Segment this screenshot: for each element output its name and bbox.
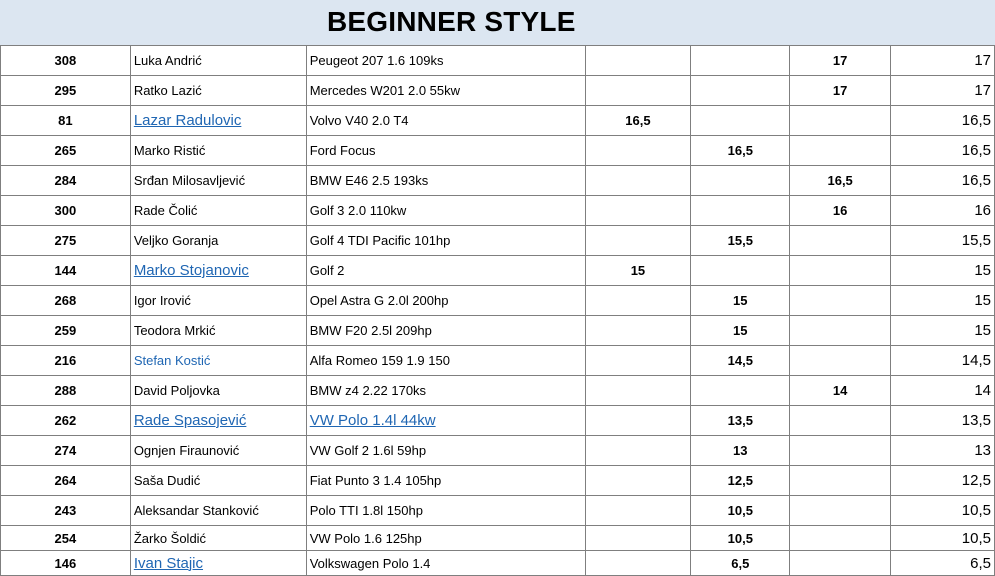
driver-name-cell[interactable] [130, 196, 306, 226]
score-2-cell[interactable] [691, 136, 790, 166]
start-number-cell[interactable] [1, 316, 131, 346]
total-cell[interactable] [891, 106, 995, 136]
table-row [1, 166, 995, 196]
score-2-cell[interactable] [691, 526, 790, 551]
score-3-cell[interactable] [790, 346, 891, 376]
score-3-text: 16,5 [827, 173, 853, 188]
total-cell[interactable] [891, 46, 995, 76]
driver-name-cell[interactable] [130, 256, 306, 286]
start-number-cell[interactable] [1, 196, 131, 226]
start-number-cell[interactable] [1, 406, 131, 436]
start-number-text: 262 [54, 413, 77, 428]
total-cell[interactable] [891, 346, 995, 376]
car-text: BMW z4 2.22 170ks [309, 383, 427, 398]
score-2-cell[interactable] [691, 316, 790, 346]
score-1-cell[interactable] [585, 106, 691, 136]
score-2-text: 10,5 [727, 503, 753, 518]
total-cell[interactable] [891, 526, 995, 551]
score-2-text: 16,5 [727, 143, 753, 158]
table-row [1, 526, 995, 551]
score-3-cell[interactable] [790, 46, 891, 76]
car-cell[interactable] [306, 226, 585, 256]
score-2-text: 15 [733, 293, 748, 308]
score-1-cell[interactable] [585, 46, 691, 76]
car-text: VW Golf 2 1.6l 59hp [309, 443, 427, 458]
start-number-cell[interactable] [1, 526, 131, 551]
score-2-cell[interactable] [691, 551, 790, 576]
table-row [1, 76, 995, 106]
table-row [1, 496, 995, 526]
table-row [1, 196, 995, 226]
score-2-cell[interactable] [691, 496, 790, 526]
start-number-text: 300 [54, 203, 77, 218]
total-text: 15 [974, 322, 991, 339]
start-number-cell[interactable] [1, 106, 131, 136]
car-cell[interactable] [306, 256, 585, 286]
car-cell[interactable] [306, 76, 585, 106]
total-cell[interactable] [891, 436, 995, 466]
driver-name-text: Ognjen Firaunović [133, 443, 240, 458]
start-number-cell[interactable] [1, 376, 131, 406]
total-cell[interactable] [891, 256, 995, 286]
car-cell[interactable] [306, 316, 585, 346]
total-cell[interactable] [891, 196, 995, 226]
total-text: 15 [974, 262, 991, 279]
driver-name-cell[interactable] [130, 406, 306, 436]
total-text: 16,5 [961, 112, 991, 129]
total-text: 14,5 [961, 352, 991, 369]
car-text: Golf 4 TDI Pacific 101hp [309, 233, 451, 248]
score-3-cell[interactable] [790, 551, 891, 576]
table-row [1, 256, 995, 286]
table-row [1, 406, 995, 436]
score-2-cell[interactable] [691, 376, 790, 406]
driver-name-cell[interactable] [130, 346, 306, 376]
total-text: 6,5 [970, 554, 991, 572]
score-1-cell[interactable] [585, 436, 691, 466]
car-text: Opel Astra G 2.0l 200hp [309, 293, 449, 308]
results-body [1, 46, 995, 576]
total-text: 10,5 [961, 529, 991, 547]
driver-name-cell[interactable] [130, 316, 306, 346]
score-3-cell[interactable] [790, 166, 891, 196]
car-cell[interactable] [306, 436, 585, 466]
driver-name-cell[interactable] [130, 106, 306, 136]
start-number-text: 295 [54, 83, 77, 98]
driver-name-text: Žarko Šoldić [133, 530, 207, 546]
table-row [1, 226, 995, 256]
score-3-cell[interactable] [790, 316, 891, 346]
start-number-cell[interactable] [1, 166, 131, 196]
score-2-cell[interactable] [691, 46, 790, 76]
total-cell[interactable] [891, 136, 995, 166]
score-1-text: 16,5 [625, 113, 651, 128]
driver-name-cell[interactable] [130, 551, 306, 576]
score-2-text: 14,5 [727, 353, 753, 368]
driver-name-text: Aleksandar Stanković [133, 503, 259, 518]
total-text: 10,5 [961, 502, 991, 519]
total-text: 16 [974, 202, 991, 219]
total-cell[interactable] [891, 376, 995, 406]
driver-name-text: Veljko Goranja [133, 233, 219, 248]
start-number-cell[interactable] [1, 466, 131, 496]
start-number-cell[interactable] [1, 496, 131, 526]
driver-name-text: Marko Ristić [133, 143, 206, 158]
score-1-cell[interactable] [585, 226, 691, 256]
start-number-cell[interactable] [1, 76, 131, 106]
car-text: BMW F20 2.5l 209hp [309, 323, 432, 338]
total-cell[interactable] [891, 316, 995, 346]
results-table [0, 45, 995, 576]
score-1-text: 15 [630, 263, 646, 278]
driver-name-cell[interactable] [130, 46, 306, 76]
start-number-cell[interactable] [1, 136, 131, 166]
score-3-cell[interactable] [790, 436, 891, 466]
driver-name-cell[interactable] [130, 136, 306, 166]
table-row [1, 286, 995, 316]
total-text: 15,5 [961, 232, 991, 249]
score-1-cell[interactable] [585, 551, 691, 576]
car-cell[interactable] [306, 406, 585, 436]
car-cell[interactable] [306, 46, 585, 76]
car-cell[interactable] [306, 376, 585, 406]
score-1-cell[interactable] [585, 196, 691, 226]
start-number-text: 144 [54, 263, 77, 278]
car-text: Golf 2 [309, 263, 345, 278]
score-3-cell[interactable] [790, 256, 891, 286]
driver-name-text: Teodora Mrkić [133, 323, 216, 338]
driver-name-text: David Poljovka [133, 383, 220, 398]
start-number-text: 259 [54, 323, 77, 338]
score-2-cell[interactable] [691, 196, 790, 226]
start-number-text: 243 [54, 503, 77, 518]
score-2-text: 6,5 [731, 555, 750, 571]
score-3-text: 16 [832, 203, 848, 218]
table-row [1, 551, 995, 576]
driver-name-text[interactable]: Marko Stojanovic [133, 262, 249, 279]
start-number-cell[interactable] [1, 551, 131, 576]
score-2-cell[interactable] [691, 106, 790, 136]
title-band [0, 0, 995, 46]
score-3-cell[interactable] [790, 136, 891, 166]
driver-name-cell[interactable] [130, 166, 306, 196]
total-text: 13 [974, 442, 991, 459]
car-text: Polo TTI 1.8l 150hp [309, 503, 423, 518]
total-text: 12,5 [961, 472, 991, 489]
total-text: 16,5 [961, 142, 991, 159]
start-number-text: 216 [54, 353, 77, 368]
score-2-text: 10,5 [727, 530, 753, 546]
start-number-cell[interactable] [1, 286, 131, 316]
car-text: Golf 3 2.0 110kw [309, 203, 407, 218]
score-1-cell[interactable] [585, 136, 691, 166]
driver-name-cell[interactable] [130, 76, 306, 106]
car-cell[interactable] [306, 166, 585, 196]
car-cell[interactable] [306, 466, 585, 496]
score-2-cell[interactable] [691, 406, 790, 436]
score-3-text: 17 [832, 53, 848, 68]
driver-name-text: Stefan Kostić [133, 353, 211, 368]
total-text: 17 [974, 52, 991, 69]
start-number-cell[interactable] [1, 256, 131, 286]
score-2-text: 12,5 [727, 473, 753, 488]
car-cell[interactable] [306, 526, 585, 551]
driver-name-cell[interactable] [130, 226, 306, 256]
score-2-cell[interactable] [691, 76, 790, 106]
start-number-text: 264 [54, 473, 77, 488]
table-row [1, 376, 995, 406]
car-text: Alfa Romeo 159 1.9 150 [309, 353, 450, 368]
score-3-cell[interactable] [790, 286, 891, 316]
score-1-cell[interactable] [585, 526, 691, 551]
car-cell[interactable] [306, 286, 585, 316]
table-row [1, 106, 995, 136]
driver-name-cell[interactable] [130, 526, 306, 551]
score-3-cell[interactable] [790, 106, 891, 136]
start-number-text: 275 [54, 233, 77, 248]
total-text: 13,5 [961, 412, 991, 429]
score-3-cell[interactable] [790, 76, 891, 106]
driver-name-text: Srđan Milosavljević [133, 173, 246, 188]
driver-name-text[interactable]: Lazar Radulovic [133, 112, 242, 129]
score-3-text: 17 [832, 83, 848, 98]
score-2-cell[interactable] [691, 166, 790, 196]
driver-name-text[interactable]: Ivan Stajic [133, 554, 204, 572]
score-1-cell[interactable] [585, 496, 691, 526]
car-text: Fiat Punto 3 1.4 105hp [309, 473, 442, 488]
total-cell[interactable] [891, 76, 995, 106]
score-2-cell[interactable] [691, 286, 790, 316]
car-cell[interactable] [306, 106, 585, 136]
score-1-cell[interactable] [585, 376, 691, 406]
car-text: Ford Focus [309, 143, 376, 158]
driver-name-cell[interactable] [130, 496, 306, 526]
driver-name-cell[interactable] [130, 436, 306, 466]
score-3-cell[interactable] [790, 376, 891, 406]
score-1-cell[interactable] [585, 166, 691, 196]
score-3-cell[interactable] [790, 226, 891, 256]
start-number-text: 284 [54, 173, 77, 188]
score-1-cell[interactable] [585, 286, 691, 316]
start-number-text: 268 [54, 293, 77, 308]
driver-name-cell[interactable] [130, 376, 306, 406]
score-3-cell[interactable] [790, 496, 891, 526]
score-1-cell[interactable] [585, 346, 691, 376]
total-text: 17 [974, 82, 991, 99]
table-row [1, 436, 995, 466]
score-2-text: 13,5 [727, 413, 753, 428]
total-cell[interactable] [891, 551, 995, 576]
score-1-cell[interactable] [585, 256, 691, 286]
score-3-cell[interactable] [790, 466, 891, 496]
table-row [1, 136, 995, 166]
start-number-text: 81 [58, 113, 73, 128]
total-cell[interactable] [891, 286, 995, 316]
total-cell[interactable] [891, 226, 995, 256]
page-title: BEGINNER STYLE [327, 6, 576, 37]
start-number-cell[interactable] [1, 46, 131, 76]
score-2-cell[interactable] [691, 226, 790, 256]
total-cell[interactable] [891, 466, 995, 496]
start-number-text: 146 [54, 555, 77, 571]
driver-name-text: Rade Čolić [133, 203, 198, 218]
score-1-cell[interactable] [585, 76, 691, 106]
score-2-cell[interactable] [691, 466, 790, 496]
start-number-text: 274 [54, 443, 77, 458]
car-text: Volvo V40 2.0 T4 [309, 113, 409, 128]
driver-name-cell[interactable] [130, 286, 306, 316]
car-text: VW Polo 1.6 125hp [309, 530, 422, 546]
start-number-text: 265 [54, 143, 77, 158]
score-2-text: 15,5 [727, 233, 753, 248]
score-2-cell[interactable] [691, 346, 790, 376]
table-row [1, 346, 995, 376]
start-number-text: 288 [54, 383, 77, 398]
car-text: BMW E46 2.5 193ks [309, 173, 429, 188]
score-2-text: 13 [733, 443, 748, 458]
score-3-text: 14 [832, 383, 848, 398]
score-2-cell[interactable] [691, 256, 790, 286]
start-number-cell[interactable] [1, 346, 131, 376]
score-1-cell[interactable] [585, 406, 691, 436]
score-1-cell[interactable] [585, 316, 691, 346]
total-text: 14 [974, 382, 991, 399]
score-3-cell[interactable] [790, 406, 891, 436]
score-3-cell[interactable] [790, 196, 891, 226]
score-3-cell[interactable] [790, 526, 891, 551]
start-number-text: 308 [54, 53, 77, 68]
start-number-cell[interactable] [1, 436, 131, 466]
total-text: 15 [974, 292, 991, 309]
car-text[interactable]: VW Polo 1.4l 44kw [309, 412, 436, 429]
car-text: Mercedes W201 2.0 55kw [309, 83, 461, 98]
car-text: Volkswagen Polo 1.4 [309, 555, 431, 571]
table-row [1, 466, 995, 496]
start-number-cell[interactable] [1, 226, 131, 256]
car-text: Peugeot 207 1.6 109ks [309, 53, 444, 68]
score-2-text: 15 [733, 323, 748, 338]
car-cell[interactable] [306, 136, 585, 166]
score-1-cell[interactable] [585, 466, 691, 496]
car-cell[interactable] [306, 196, 585, 226]
driver-name-text: Saša Dudić [133, 473, 201, 488]
driver-name-text: Igor Irović [133, 293, 191, 308]
car-cell[interactable] [306, 496, 585, 526]
driver-name-text[interactable]: Rade Spasojević [133, 412, 247, 429]
table-row [1, 46, 995, 76]
total-cell[interactable] [891, 166, 995, 196]
total-cell[interactable] [891, 496, 995, 526]
car-cell[interactable] [306, 346, 585, 376]
total-cell[interactable] [891, 406, 995, 436]
start-number-text: 254 [54, 530, 77, 546]
total-text: 16,5 [961, 172, 991, 189]
car-cell[interactable] [306, 551, 585, 576]
driver-name-cell[interactable] [130, 466, 306, 496]
driver-name-text: Ratko Lazić [133, 83, 202, 98]
score-2-cell[interactable] [691, 436, 790, 466]
table-row [1, 316, 995, 346]
driver-name-text: Luka Andrić [133, 53, 202, 68]
